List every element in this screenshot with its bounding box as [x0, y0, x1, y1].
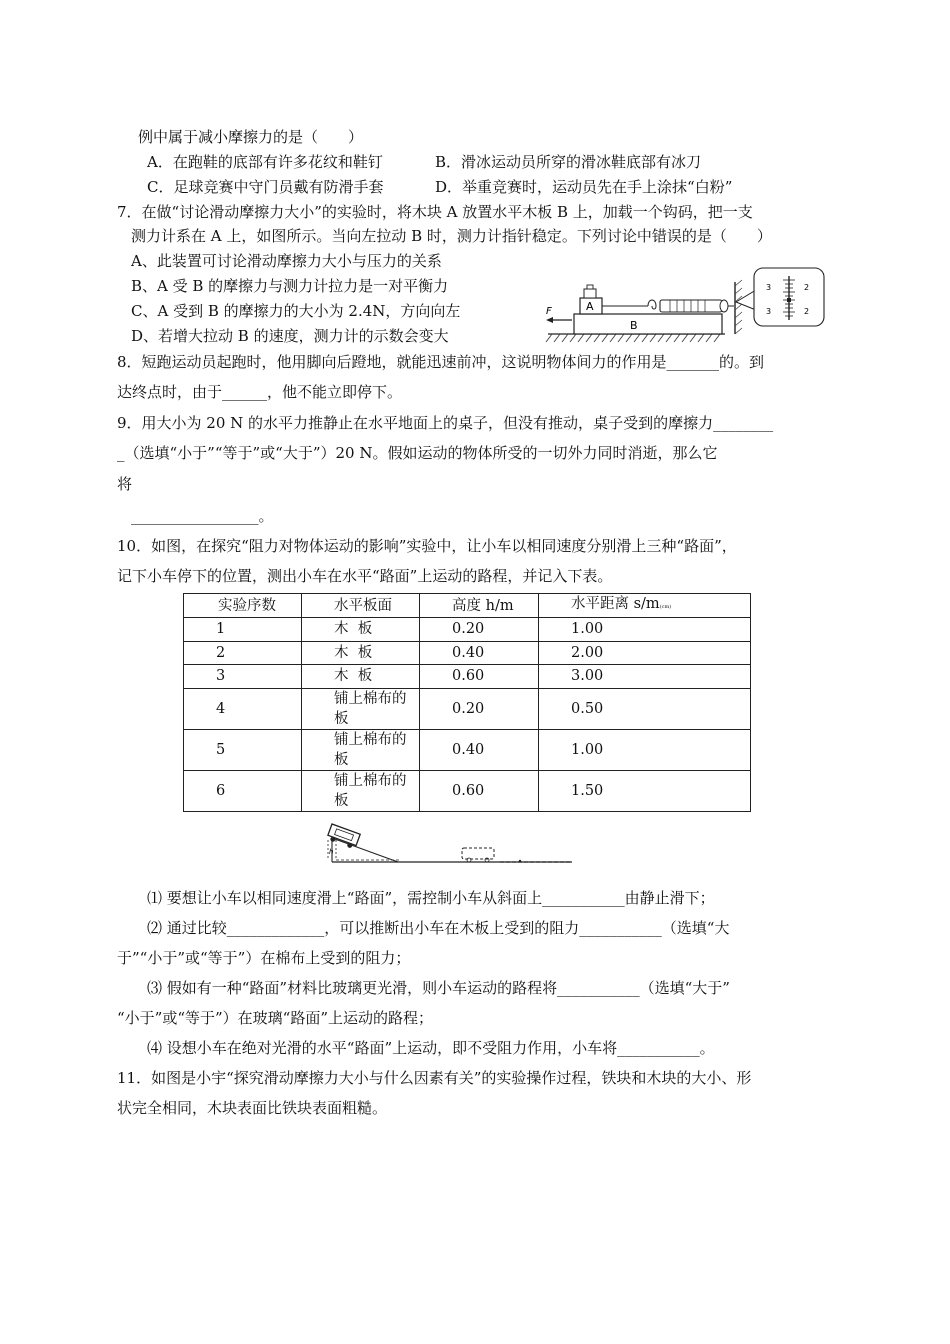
- table-cell: 5: [184, 729, 302, 770]
- table-cell: 0.60: [420, 665, 539, 689]
- q9-line1: 9．用大小为 20 N 的水平力推静止在水平地面上的桌子，但没有推动，桌子受到的摩擦力________: [117, 414, 774, 432]
- table-cell: 铺上棉布的板: [302, 770, 420, 811]
- q7-option-b: B、A 受 B 的摩擦力与测力计拉力是一对平衡力: [131, 277, 449, 295]
- table-cell: 0.20: [420, 618, 539, 642]
- q10-stem-line2: 记下小车停下的位置，测出小车在水平“路面”上运动的路程，并记入下表。: [117, 567, 613, 585]
- table-cell: 木 板: [302, 618, 420, 642]
- table-cell: 0.60: [420, 770, 539, 811]
- q9-answer-blank: _________________。: [131, 507, 274, 525]
- q6-option-a: A．在跑鞋的底部有许多花纹和鞋钉: [147, 153, 383, 171]
- q10-sub1: ⑴ 要想让小车以相同速度滑上“路面”，需控制小车从斜面上___________由静止滑下；: [147, 889, 715, 907]
- table-row: [184, 729, 751, 770]
- cart-stop-position: [462, 848, 494, 859]
- table-header-cell: 高度 h/m: [420, 594, 539, 618]
- table-cell: 1.00: [539, 618, 751, 642]
- table-header-cell: 水平板面: [302, 594, 420, 618]
- table-cell: 2: [184, 641, 302, 665]
- q7-option-a: A、此装置可讨论滑动摩擦力大小与压力的关系: [131, 252, 442, 270]
- table-cell: 0.20: [420, 688, 539, 729]
- table-cell: 4: [184, 688, 302, 729]
- q10-sub3-line2: “小于”或“等于”）在玻璃“路面”上运动的路程；: [117, 1009, 434, 1027]
- q8-line2: 达终点时，由于______，他不能立即停下。: [117, 383, 403, 401]
- q8-line1: 8．短跑运动员起跑时，他用脚向后蹬地，就能迅速前冲，这说明物体间力的作用是_______的。到: [117, 353, 765, 371]
- q10-sub2-line2: 于”“小于”或“等于”）在棉布上受到的阻力；: [117, 949, 411, 967]
- table-cell: 木 板: [302, 641, 420, 665]
- q6-option-c: C．足球竞赛中守门员戴有防滑手套: [147, 178, 384, 196]
- q6-stem-tail: 例中属于减小摩擦力的是（ ）: [138, 128, 364, 146]
- force-f-label: F: [546, 306, 552, 317]
- q10-stem-line1: 10．如图，在探究“阻力对物体运动的影响”实验中，让小车以相同速度分别滑上三种“路面”，: [117, 537, 737, 555]
- ramp-cart-figure: [320, 810, 580, 870]
- header-unit-note: (cm): [659, 604, 672, 610]
- block-a-label: A: [586, 300, 594, 313]
- q6-option-b: B．滑冰运动员所穿的滑冰鞋底部有冰刀: [435, 153, 702, 171]
- board-b: [574, 314, 722, 334]
- table-cell: 铺上棉布的板: [302, 729, 420, 770]
- table-row: [184, 641, 751, 665]
- experiment-data-table: [183, 593, 751, 812]
- q11-line2: 状完全相同，木块表面比铁块表面粗糙。: [117, 1099, 388, 1117]
- table-cell: 铺上棉布的板: [302, 688, 420, 729]
- q11-line1: 11．如图是小宇“探究滑动摩擦力大小与什么因素有关”的实验操作过程，铁块和木块的大小、形: [117, 1069, 752, 1087]
- q7-stem-line2: 测力计系在 A 上，如图所示。当向左拉动 B 时，测力计指针稳定。下列讨论中错误的是（ ）: [131, 227, 772, 245]
- table-row: [184, 618, 751, 642]
- hook-weight: [584, 289, 596, 298]
- height-label: h: [329, 848, 334, 856]
- table-cell: 1.00: [539, 729, 751, 770]
- q10-sub4: ⑷ 设想小车在绝对光滑的水平“路面”上运动，即不受阻力作用，小车将___________。: [147, 1039, 715, 1057]
- table-cell: 0.40: [420, 729, 539, 770]
- table-header-cell: 实验序数: [184, 594, 302, 618]
- q9-line3: 将: [117, 475, 133, 493]
- q6-option-d: D．举重竞赛时，运动员先在手上涂抹“白粉”: [435, 178, 733, 196]
- q7-option-c: C、A 受到 B 的摩擦力的大小为 2.4N，方向向左: [131, 302, 461, 320]
- scale-number-left-2: 3: [766, 307, 772, 316]
- table-cell: 1: [184, 618, 302, 642]
- scale-number-right-1: 2: [804, 283, 810, 292]
- table-row: [184, 665, 751, 689]
- table-row: [184, 770, 751, 811]
- q10-sub2-line1: ⑵ 通过比较_____________，可以推断出小车在木板上受到的阻力___________（选填“大: [147, 919, 730, 937]
- table-header-cell: 水平距离 s/m(cm): [539, 594, 751, 618]
- table-row: [184, 688, 751, 729]
- q10-sub3-line1: ⑶ 假如有一种“路面”材料比玻璃更光滑，则小车运动的路程将___________（选填“大于”: [147, 979, 730, 997]
- table-cell: 0.40: [420, 641, 539, 665]
- table-cell: 1.50: [539, 770, 751, 811]
- q9-line2: _（选填“小于”“等于”或“大于”）20 N。假如运动的物体所受的一切外力同时消逝，那么它: [117, 444, 718, 462]
- scale-number-right-2: 2: [804, 307, 810, 316]
- table-cell: 0.50: [539, 688, 751, 729]
- table-cell: 3.00: [539, 665, 751, 689]
- table-cell: 2.00: [539, 641, 751, 665]
- table-cell: 3: [184, 665, 302, 689]
- table-cell: 木 板: [302, 665, 420, 689]
- table-cell: 6: [184, 770, 302, 811]
- friction-apparatus-figure: [540, 262, 830, 352]
- table-header-row: [184, 594, 751, 618]
- q7-stem-line1: 7．在做“讨论滑动摩擦力大小”的实验时，将木块 A 放置水平木板 B 上，加载一个钩码，把一支: [117, 203, 753, 221]
- board-b-label: B: [630, 319, 638, 332]
- q7-option-d: D、若增大拉动 B 的速度，测力计的示数会变大: [131, 327, 449, 345]
- scale-number-left-1: 3: [766, 283, 772, 292]
